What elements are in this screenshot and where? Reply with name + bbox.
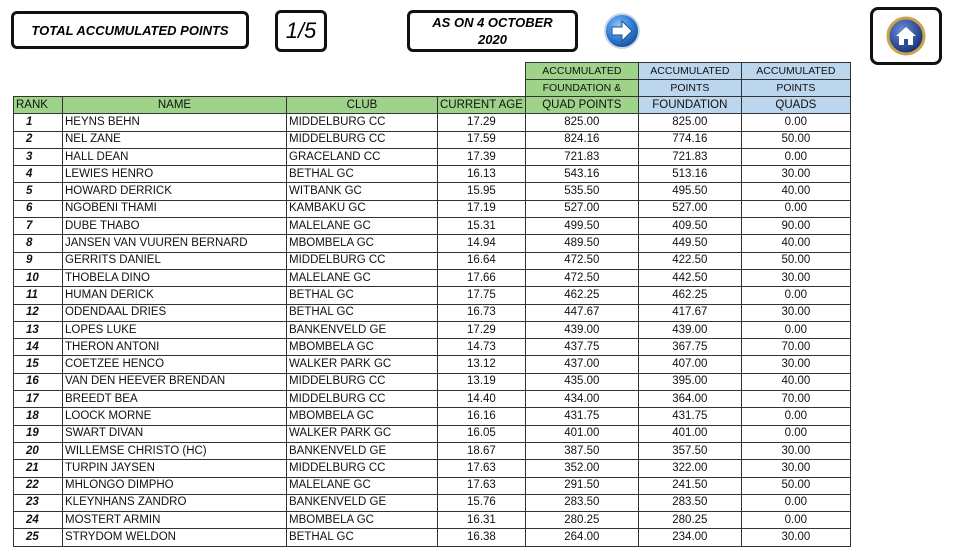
quad-points-cell: 0.00 [741,425,850,442]
fq-points-cell: 543.16 [525,166,638,183]
name-cell: LEWIES HENRO [63,166,287,183]
age-cell: 14.94 [438,235,526,252]
rank-cell: 22 [14,477,63,494]
rank-cell: 12 [14,304,63,321]
table-row [14,131,851,148]
col-fq-header-line2: FOUNDATION & [525,80,638,97]
quad-points-cell: 70.00 [741,391,850,408]
club-cell: MBOMBELA GC [287,339,438,356]
rank-cell: 11 [14,287,63,304]
name-cell: HUMAN DERICK [63,287,287,304]
club-cell: WALKER PARK GC [287,356,438,373]
foundation-points-cell: 407.00 [638,356,741,373]
club-cell: MIDDELBURG CC [287,252,438,269]
table-row [14,321,851,338]
foundation-points-cell: 283.50 [638,494,741,511]
col-f-header-line1: ACCUMULATED [638,63,741,80]
rank-cell: 19 [14,425,63,442]
club-cell: MBOMBELA GC [287,235,438,252]
date-line-2: 2020 [478,32,507,47]
name-cell: HEYNS BEHN [63,114,287,131]
quad-points-cell: 0.00 [741,512,850,529]
quad-points-cell: 30.00 [741,356,850,373]
name-cell: MOSTERT ARMIN [63,512,287,529]
fq-points-cell: 499.50 [525,218,638,235]
age-cell: 17.63 [438,460,526,477]
quad-points-cell: 0.00 [741,200,850,217]
table-row [14,339,851,356]
age-cell: 15.31 [438,218,526,235]
age-cell: 13.19 [438,373,526,390]
age-cell: 17.19 [438,200,526,217]
col-club-header: CLUB [287,97,438,114]
table-row [14,408,851,425]
table-header [14,97,851,114]
age-cell: 16.13 [438,166,526,183]
foundation-points-cell: 422.50 [638,252,741,269]
rank-cell: 24 [14,512,63,529]
name-cell: JANSEN VAN VUUREN BERNARD [63,235,287,252]
table-row [14,391,851,408]
foundation-points-cell: 280.25 [638,512,741,529]
age-cell: 17.29 [438,321,526,338]
table-row [14,218,851,235]
quad-points-cell: 0.00 [741,148,850,165]
club-cell: MALELANE GC [287,477,438,494]
club-cell: MALELANE GC [287,218,438,235]
name-cell: SWART DIVAN [63,425,287,442]
rank-cell: 5 [14,183,63,200]
name-cell: MHLONGO DIMPHO [63,477,287,494]
table-row [14,460,851,477]
name-cell: COETZEE HENCO [63,356,287,373]
fq-points-cell: 435.00 [525,373,638,390]
club-cell: MIDDELBURG CC [287,460,438,477]
table-row [14,252,851,269]
club-cell: KAMBAKU GC [287,200,438,217]
name-cell: BREEDT BEA [63,391,287,408]
quad-points-cell: 30.00 [741,442,850,459]
quad-points-cell: 30.00 [741,269,850,286]
quad-points-cell: 90.00 [741,218,850,235]
page-title-text: TOTAL ACCUMULATED POINTS [31,22,229,38]
col-f-header-line3: FOUNDATION [638,97,741,114]
name-cell: VAN DEN HEEVER BRENDAN [63,373,287,390]
fq-points-cell: 489.50 [525,235,638,252]
fq-points-cell: 721.83 [525,148,638,165]
quad-points-cell: 50.00 [741,131,850,148]
page-title [11,11,249,49]
quad-points-cell: 50.00 [741,477,850,494]
table-row [14,512,851,529]
table-row [14,356,851,373]
col-rank-header: RANK [14,97,63,114]
club-cell: MBOMBELA GC [287,512,438,529]
fq-points-cell: 472.50 [525,269,638,286]
quad-points-cell: 0.00 [741,494,850,511]
rank-cell: 1 [14,114,63,131]
rank-cell: 8 [14,235,63,252]
club-cell: BANKENVELD GE [287,321,438,338]
fq-points-cell: 527.00 [525,200,638,217]
club-cell: BETHAL GC [287,304,438,321]
home-icon [885,15,927,57]
table-row [14,425,851,442]
col-q-header-line1: ACCUMULATED [741,63,850,80]
age-cell: 17.63 [438,477,526,494]
col-f-header-line2: POINTS [638,80,741,97]
table-row [14,529,851,546]
quad-points-cell: 0.00 [741,114,850,131]
table-row [14,114,851,131]
age-cell: 15.76 [438,494,526,511]
name-cell: THERON ANTONI [63,339,287,356]
fq-points-cell: 535.50 [525,183,638,200]
foundation-points-cell: 774.16 [638,131,741,148]
table-row [14,494,851,511]
club-cell: MIDDELBURG CC [287,391,438,408]
table-row [14,269,851,286]
table-row [14,304,851,321]
age-cell: 18.67 [438,442,526,459]
fq-points-cell: 291.50 [525,477,638,494]
club-cell: MIDDELBURG CC [287,114,438,131]
fq-points-cell: 825.00 [525,114,638,131]
quad-points-cell: 40.00 [741,235,850,252]
fq-points-cell: 431.75 [525,408,638,425]
table-row [14,148,851,165]
rank-cell: 15 [14,356,63,373]
page-indicator-text: 1/5 [285,18,317,43]
fq-points-cell: 437.75 [525,339,638,356]
club-cell: BETHAL GC [287,529,438,546]
foundation-points-cell: 439.00 [638,321,741,338]
fq-points-cell: 264.00 [525,529,638,546]
age-cell: 14.40 [438,391,526,408]
table-row [14,477,851,494]
foundation-points-cell: 449.50 [638,235,741,252]
name-cell: THOBELA DINO [63,269,287,286]
foundation-points-cell: 527.00 [638,200,741,217]
rank-cell: 21 [14,460,63,477]
rank-cell: 23 [14,494,63,511]
fq-points-cell: 283.50 [525,494,638,511]
foundation-points-cell: 364.00 [638,391,741,408]
rank-cell: 18 [14,408,63,425]
col-fq-header-line3: QUAD POINTS [525,97,638,114]
quad-points-cell: 0.00 [741,321,850,338]
club-cell: MIDDELBURG CC [287,373,438,390]
fq-points-cell: 824.16 [525,131,638,148]
age-cell: 17.39 [438,148,526,165]
quad-points-cell: 30.00 [741,166,850,183]
foundation-points-cell: 234.00 [638,529,741,546]
rank-cell: 9 [14,252,63,269]
age-cell: 17.29 [438,114,526,131]
quad-points-cell: 70.00 [741,339,850,356]
rank-cell: 20 [14,442,63,459]
rank-cell: 25 [14,529,63,546]
date-label [407,10,578,52]
club-cell: BETHAL GC [287,166,438,183]
foundation-points-cell: 721.83 [638,148,741,165]
club-cell: MIDDELBURG CC [287,131,438,148]
name-cell: HALL DEAN [63,148,287,165]
col-age-header: CURRENT AGE [438,97,526,114]
table-row [14,287,851,304]
name-cell: LOPES LUKE [63,321,287,338]
fq-points-cell: 434.00 [525,391,638,408]
club-cell: BANKENVELD GE [287,494,438,511]
points-table [13,62,851,547]
name-cell: WILLEMSE CHRISTO (HC) [63,442,287,459]
quad-points-cell: 30.00 [741,460,850,477]
fq-points-cell: 401.00 [525,425,638,442]
foundation-points-cell: 495.50 [638,183,741,200]
age-cell: 17.66 [438,269,526,286]
next-button[interactable] [603,12,641,50]
page-indicator [275,10,327,52]
foundation-points-cell: 513.16 [638,166,741,183]
foundation-points-cell: 431.75 [638,408,741,425]
name-cell: NEL ZANE [63,131,287,148]
fq-points-cell: 352.00 [525,460,638,477]
rank-cell: 4 [14,166,63,183]
foundation-points-cell: 462.25 [638,287,741,304]
col-q-header-line2: POINTS [741,80,850,97]
foundation-points-cell: 395.00 [638,373,741,390]
age-cell: 14.73 [438,339,526,356]
rank-cell: 10 [14,269,63,286]
club-cell: WITBANK GC [287,183,438,200]
fq-points-cell: 439.00 [525,321,638,338]
rank-cell: 2 [14,131,63,148]
age-cell: 16.38 [438,529,526,546]
quad-points-cell: 40.00 [741,373,850,390]
age-cell: 17.59 [438,131,526,148]
fq-points-cell: 462.25 [525,287,638,304]
table-row [14,166,851,183]
age-cell: 16.31 [438,512,526,529]
club-cell: GRACELAND CC [287,148,438,165]
club-cell: WALKER PARK GC [287,425,438,442]
foundation-points-cell: 241.50 [638,477,741,494]
club-cell: BETHAL GC [287,287,438,304]
foundation-points-cell: 409.50 [638,218,741,235]
col-fq-header-line1: ACCUMULATED [525,63,638,80]
table-row [14,200,851,217]
foundation-points-cell: 417.67 [638,304,741,321]
rank-cell: 17 [14,391,63,408]
fq-points-cell: 387.50 [525,442,638,459]
age-cell: 16.05 [438,425,526,442]
date-line-1: AS ON 4 OCTOBER [432,15,553,30]
quad-points-cell: 40.00 [741,183,850,200]
age-cell: 16.73 [438,304,526,321]
foundation-points-cell: 322.00 [638,460,741,477]
table-row [14,442,851,459]
quad-points-cell: 0.00 [741,408,850,425]
name-cell: HOWARD DERRICK [63,183,287,200]
club-cell: BANKENVELD GE [287,442,438,459]
quad-points-cell: 30.00 [741,529,850,546]
name-cell: NGOBENI THAMI [63,200,287,217]
table-row [14,235,851,252]
name-cell: TURPIN JAYSEN [63,460,287,477]
rank-cell: 3 [14,148,63,165]
fq-points-cell: 280.25 [525,512,638,529]
club-cell: MALELANE GC [287,269,438,286]
age-cell: 16.64 [438,252,526,269]
home-button[interactable] [870,7,942,65]
rank-cell: 7 [14,218,63,235]
age-cell: 13.12 [438,356,526,373]
fq-points-cell: 437.00 [525,356,638,373]
table-row [14,373,851,390]
foundation-points-cell: 357.50 [638,442,741,459]
club-cell: MBOMBELA GC [287,408,438,425]
col-name-header: NAME [63,97,287,114]
fq-points-cell: 472.50 [525,252,638,269]
arrow-right-icon [603,12,641,50]
rank-cell: 14 [14,339,63,356]
foundation-points-cell: 442.50 [638,269,741,286]
quad-points-cell: 30.00 [741,304,850,321]
table-body [14,114,851,546]
name-cell: STRYDOM WELDON [63,529,287,546]
age-cell: 16.16 [438,408,526,425]
table-header-top [14,63,851,80]
fq-points-cell: 447.67 [525,304,638,321]
foundation-points-cell: 367.75 [638,339,741,356]
name-cell: DUBE THABO [63,218,287,235]
table-header-mid [14,80,851,97]
col-q-header-line3: QUADS [741,97,850,114]
name-cell: LOOCK MORNE [63,408,287,425]
rank-cell: 16 [14,373,63,390]
table-row [14,183,851,200]
foundation-points-cell: 825.00 [638,114,741,131]
name-cell: KLEYNHANS ZANDRO [63,494,287,511]
age-cell: 17.75 [438,287,526,304]
name-cell: GERRITS DANIEL [63,252,287,269]
foundation-points-cell: 401.00 [638,425,741,442]
rank-cell: 13 [14,321,63,338]
rank-cell: 6 [14,200,63,217]
age-cell: 15.95 [438,183,526,200]
quad-points-cell: 0.00 [741,287,850,304]
quad-points-cell: 50.00 [741,252,850,269]
name-cell: ODENDAAL DRIES [63,304,287,321]
